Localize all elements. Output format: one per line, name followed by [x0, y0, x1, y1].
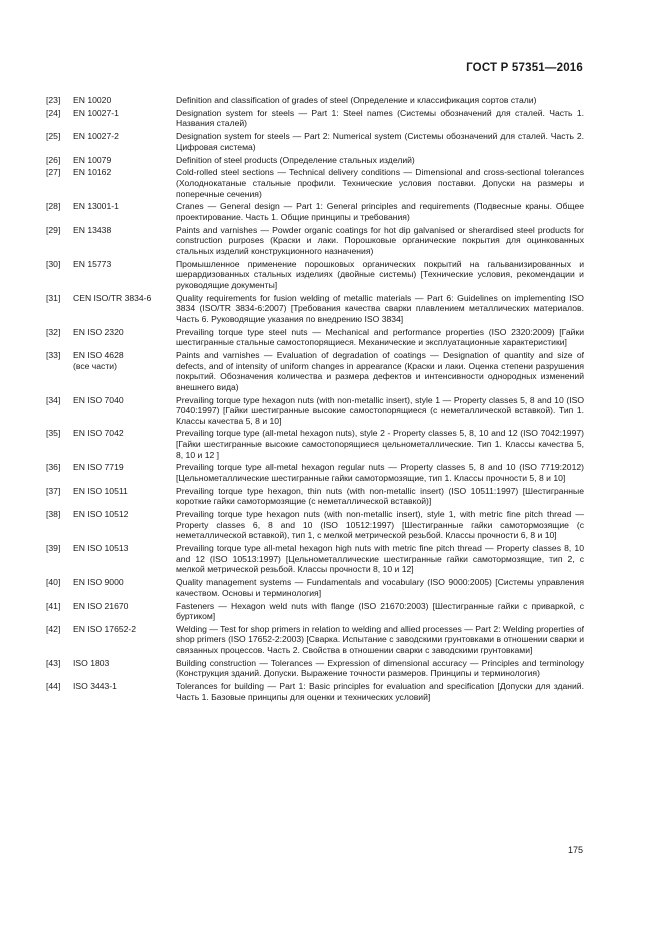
entry-standard-code: EN 10027-1 [73, 107, 119, 118]
bibliography-entry [46, 108, 584, 129]
entry-number: [34] [46, 394, 61, 405]
entry-title: Tolerances for building — Part 1: Basic principles for evaluation and specification [Допуски для зданий. Часть 1. Базовые принципы для оценки и технических условий] [176, 681, 584, 702]
entry-number: [41] [46, 600, 61, 611]
bibliography-entry [46, 658, 584, 679]
entry-title: Prevailing torque type steel nuts — Mechanical and performance properties (ISO 2320:2009) [Гайки шестигранные стальные самостопорящиеся. Механические и эксплуатационные характеристики] [176, 326, 584, 348]
bibliography-entry [46, 681, 584, 702]
bibliography-entry [46, 395, 584, 427]
entry-standard-code: EN ISO 21670 [73, 600, 129, 611]
bibliography-entry [46, 259, 584, 291]
entry-number: [26] [46, 154, 61, 165]
bibliography-entry [46, 225, 584, 257]
entry-number: [44] [46, 681, 61, 692]
entry-standard-code: EN 10079 [73, 154, 112, 165]
bibliography-list [46, 95, 584, 705]
entry-number: [40] [46, 577, 61, 588]
entry-title: Промышленное применение порошковых органических покрытий на гальванизированных и шерардизованных стальных изделиях (двойные системы) [Технические условия, рекомендации и руководящие документы] [176, 258, 584, 290]
entry-number: [42] [46, 623, 61, 634]
entry-number: [28] [46, 201, 61, 212]
bibliography-entry [46, 131, 584, 152]
entry-standard-code: EN ISO 7719 [73, 462, 124, 473]
entry-number: [24] [46, 107, 61, 118]
bibliography-entry [46, 509, 584, 541]
entry-standard-code: EN ISO 2320 [73, 326, 124, 337]
bibliography-entry [46, 155, 584, 166]
entry-title: Paints and varnishes — Powder organic coatings for hot dip galvanised or sherardised steel products for construction purposes (Краски и лаки. Порошковые органические покрытия для оцинкованных стальных изделий конструкционного назначения) [176, 224, 584, 256]
entry-number: [33] [46, 349, 61, 360]
entry-number: [39] [46, 543, 61, 554]
entry-title: Prevailing torque type all-metal hexagon regular nuts — Property classes 5, 8 and 10 (ISO 7719:2012) [Цельнометаллические шестигранные гайки самотормозящие, тип 1. Классы прочности 5, 8 и 10] [176, 462, 584, 484]
entry-title: Cold-rolled steel sections — Technical delivery conditions — Dimensional and cross-sectional tolerances (Холоднокатаные стальные профили. Технические условия поставки. Допуски на размеры и поперечные сечения) [176, 167, 584, 199]
entry-standard-code: EN 10027-2 [73, 131, 119, 142]
entry-title: Fasteners — Hexagon weld nuts with flange (ISO 21670:2003) [Шестигранные гайки с приваркой, с буртиком] [176, 600, 584, 622]
entry-number: [35] [46, 428, 61, 439]
bibliography-entry [46, 167, 584, 199]
entry-standard-code: EN 10020 [73, 95, 112, 105]
entry-number: [29] [46, 224, 61, 235]
entry-number: [27] [46, 167, 61, 178]
entry-title: Prevailing torque type hexagon nuts (with non-metallic insert), style 1, with metric fine pitch thread — Property classes 6, 8 and 10 (ISO 10512:1997) [Шестигранные гайки самотормозящие (с неметаллической вставкой), тип 1, с мелкой метрической резьбой. Классы прочности 6, 8 и 10] [176, 509, 584, 541]
bibliography-entry [46, 350, 584, 392]
entry-title: Prevailing torque type hexagon, thin nuts (with non-metallic insert) (ISO 10511:1997) [Шестигранные короткие гайки самотормозящие (с неметаллической вставкой)] [176, 485, 584, 507]
entry-title: Definition of steel products (Определение стальных изделий) [176, 154, 415, 165]
entry-title: Prevailing torque type (all-metal hexagon nuts), style 2 - Property classes 5, 8, 10 and 12 (ISO 7042:1997) [Гайки шестигранные высокие самостопорящиеся цельнометаллические. Тип 1. Классы качества 5, 8, 10 и 12 ] [176, 428, 584, 460]
entry-standard-code: EN 13001-1 [73, 201, 119, 212]
entry-standard-code: EN 10162 [73, 167, 112, 178]
entry-standard-code: EN ISO 10512 [73, 509, 129, 520]
entry-standard-code: EN 13438 [73, 224, 112, 235]
bibliography-entry [46, 327, 584, 348]
entry-title: Paints and varnishes — Evaluation of degradation of coatings — Designation of quantity and size of defects, and of intensity of uniform changes in appearance (Краски и лаки. Оценка степени разрушения покрытий. Обозначения количества и размера дефектов и интенсивности однородных изменений внешнего вида) [176, 349, 584, 392]
bibliography-entry [46, 95, 584, 106]
entry-title: Definition and classification of grades of steel (Определение и классификация сортов стали) [176, 95, 537, 105]
entry-number: [36] [46, 462, 61, 473]
entry-number: [32] [46, 326, 61, 337]
entry-title: Designation system for steels — Part 1: Steel names (Системы обозначений для сталей. Часть 1. Названия сталей) [176, 107, 584, 129]
bibliography-entry [46, 428, 584, 460]
entry-standard-code: EN ISO 7040 [73, 394, 124, 405]
entry-number: [38] [46, 509, 61, 520]
entry-standard-code: ISO 3443-1 [73, 681, 117, 692]
entry-standard-code: CEN ISO/TR 3834-6 [73, 292, 152, 303]
entry-number: [23] [46, 95, 61, 105]
bibliography-entry [46, 624, 584, 656]
bibliography-entry [46, 543, 584, 575]
entry-title: Building construction — Tolerances — Expression of dimensional accuracy — Principles and terminology (Конструкция зданий. Допуски. Выражение точности размеров. Принципы и терминология) [176, 657, 584, 679]
entry-number: [37] [46, 485, 61, 496]
entry-standard-code: EN ISO 10513 [73, 543, 129, 554]
entry-number: [30] [46, 258, 61, 269]
entry-number: [43] [46, 657, 61, 668]
entry-title: Quality management systems — Fundamentals and vocabulary (ISO 9000:2005) [Системы управления качеством. Основы и терминология] [176, 577, 584, 598]
entry-standard-code: EN ISO 17652-2 [73, 623, 137, 634]
standard-designation: ГОСТ Р 57351—2016 [466, 62, 583, 74]
bibliography-entry [46, 293, 584, 325]
entry-title: Quality requirements for fusion welding of metallic materials — Part 6: Guidelines on implementing ISO 3834 (ISO/TR 3834-6:2007) [Требования качества сварки плавлением металлических материалов. Часть 6. Руководящие указания по внедрению ISO 3834] [176, 292, 584, 324]
bibliography-entry [46, 201, 584, 222]
bibliography-entry [46, 462, 584, 483]
entry-standard-code: EN ISO 7042 [73, 428, 124, 439]
bibliography-entry [46, 577, 584, 598]
entry-standard-code: ISO 1803 [73, 657, 110, 668]
entry-standard-code: EN 15773 [73, 258, 112, 269]
bibliography-entry [46, 601, 584, 622]
entry-title: Prevailing torque type all-metal hexagon high nuts with metric fine pitch thread — Property classes 8, 10 and 12 (ISO 10513:1997) [Цельнометаллические шестигранные гайки самотормозящие, тип 2, с мелкой метрической резьбой. Классы прочности 8, 10 и 12] [176, 543, 584, 575]
page-number: 175 [567, 845, 583, 855]
bibliography-entry [46, 486, 584, 507]
entry-standard-code: EN ISO 10511 [73, 485, 128, 496]
entry-standard-code: EN ISO 4628 (все части) [73, 349, 124, 371]
entry-title: Prevailing torque type hexagon nuts (with non-metallic insert), style 1 — Property classes 5, 8 and 10 (ISO 7040:1997) [Гайки шестигранные высокие самостопорящиеся (с неметаллической вставкой). Тип 1. Классы качества 5, 8 и 10] [176, 394, 584, 426]
entry-standard-code: EN ISO 9000 [73, 577, 124, 588]
entry-number: [25] [46, 131, 61, 142]
entry-number: [31] [46, 292, 61, 303]
entry-title: Designation system for steels — Part 2: Numerical system (Системы обозначений для сталей. Часть 2. Цифровая система) [176, 131, 584, 152]
entry-title: Cranes — General design — Part 1: General principles and requirements (Подвесные краны. Общее проектирование. Часть 1. Общие принципы и требования) [176, 201, 584, 222]
entry-title: Welding — Test for shop primers in relation to welding and allied processes — Part 2: Welding properties of shop primers (ISO 17652-2:2003) [Сварка. Испытание с заводскими грунтовками в отношении сварки и связанных процессов. Часть 2. Свойства в отношении сварки с заводскими грунтовками] [176, 623, 584, 656]
